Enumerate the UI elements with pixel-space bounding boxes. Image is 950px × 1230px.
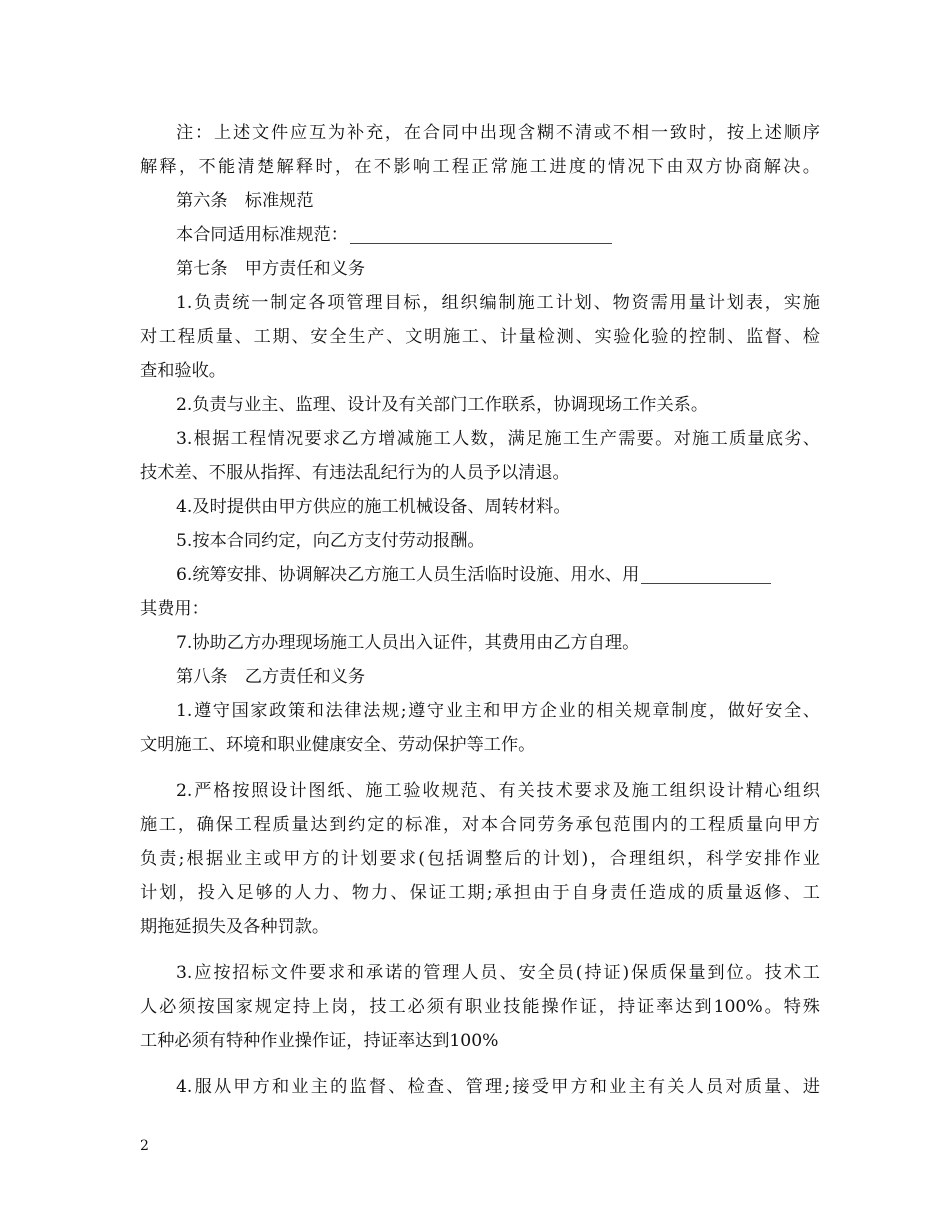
- text-line: 施工，确保工程质量达到约定的标准，对本合同劳务承包范围内的工程质量向甲方: [140, 815, 820, 835]
- text-line: 注：上述文件应互为补充，在合同中出现含糊不清或不相一致时，按上述顺序: [176, 123, 820, 143]
- text-line: 期拖延损失及各种罚款。: [140, 917, 330, 937]
- text-line: 对工程质量、工期、安全生产、文明施工、计量检测、实验化验的控制、监督、检: [140, 327, 820, 347]
- text-line: 1.遵守国家政策和法律法规;遵守业主和甲方企业的相关规章制度，做好安全、: [176, 701, 820, 721]
- text-line: 1.负责统一制定各项管理目标，组织编制施工计划、物资需用量计划表，实施: [176, 293, 820, 313]
- text-line: 3.应按招标文件要求和承诺的管理人员、安全员(持证)保质保量到位。技术工: [176, 963, 820, 983]
- text-line: 计划，投入足够的人力、物力、保证工期;承担由于自身责任造成的质量返修、工: [140, 883, 820, 903]
- text-line: 4.服从甲方和业主的监督、检查、管理;接受甲方和业主有关人员对质量、进: [176, 1077, 820, 1097]
- document-body: [140, 116, 820, 1104]
- text-line: 技术差、不服从指挥、有违法乱纪行为的人员予以清退。: [140, 463, 570, 483]
- fill-in-blank: [641, 561, 771, 584]
- section-heading-article-6: 第六条 标准规范: [176, 191, 314, 211]
- fill-in-blank: [350, 221, 612, 244]
- text-line: 5.按本合同约定，向乙方支付劳动报酬。: [176, 531, 485, 551]
- text-line: 2.严格按照设计图纸、施工验收规范、有关技术要求及施工组织设计精心组织: [176, 781, 820, 801]
- text-line: 人必须按国家规定持上岗，技工必须有职业技能操作证，持证率达到100%。特殊: [140, 997, 820, 1017]
- text-line-with-blank: [140, 218, 820, 252]
- text-line: 查和验收。: [140, 361, 226, 381]
- text-line: 4.及时提供由甲方供应的施工机械设备、周转材料。: [176, 497, 571, 517]
- text-line-with-blank: [140, 558, 820, 592]
- standard-spec-label: 本合同适用标准规范：: [176, 225, 348, 245]
- text-line: 工种必须有特种作业操作证，持证率达到100%: [140, 1031, 499, 1051]
- facility-clause-text: 6.统筹安排、协调解决乙方施工人员生活临时设施、用水、用: [176, 565, 640, 585]
- text-line: 解释，不能清楚解释时，在不影响工程正常施工进度的情况下由双方协商解决。: [140, 157, 820, 177]
- text-line: 7.协助乙方办理现场施工人员出入证件，其费用由乙方自理。: [176, 633, 640, 653]
- section-heading-article-7: 第七条 甲方责任和义务: [176, 259, 366, 279]
- text-line: 其费用：: [140, 599, 209, 619]
- page-number: 2: [140, 1138, 149, 1154]
- text-line: 文明施工、环境和职业健康安全、劳动保护等工作。: [140, 735, 536, 755]
- text-line: 3.根据工程情况要求乙方增减施工人数，满足施工生产需要。对施工质量底劣、: [176, 429, 820, 449]
- text-line: 负责;根据业主或甲方的计划要求(包括调整后的计划)，合理组织，科学安排作业: [140, 849, 820, 869]
- text-line: 2.负责与业主、监理、设计及有关部门工作联系，协调现场工作关系。: [176, 395, 709, 415]
- section-heading-article-8: 第八条 乙方责任和义务: [176, 667, 366, 687]
